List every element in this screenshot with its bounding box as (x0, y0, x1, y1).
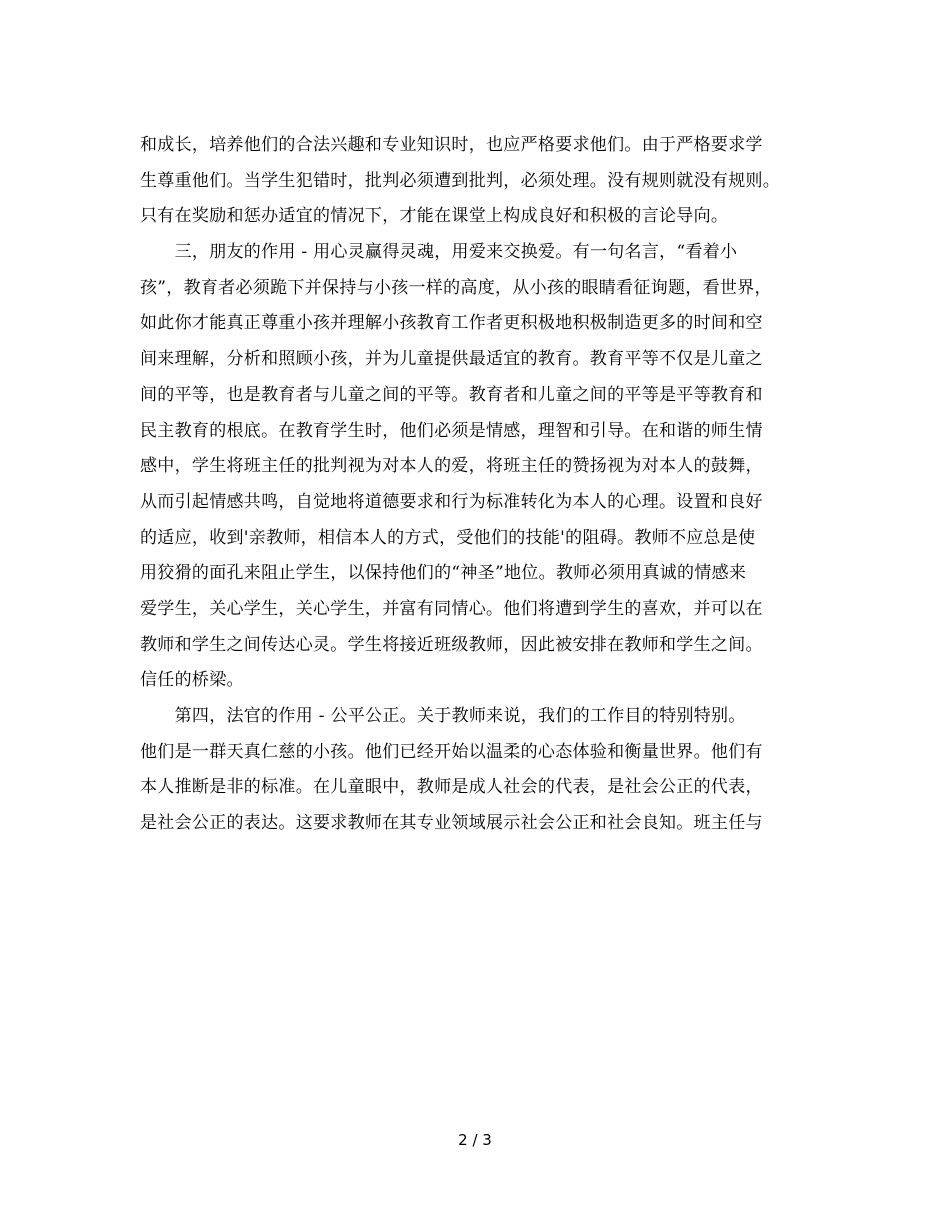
text-line: 用狡猾的面孔来阻止学生，以保持他们的“神圣”地位。教师必须用真诚的情感来 (140, 563, 747, 584)
text-line: 如此你才能真正尊重小孩并理解小孩教育工作者更积极地积极制造更多的时间和空 (140, 313, 763, 334)
text-line: 民主教育的根底。在教育学生时，他们必须是情感，理智和引导。在和谐的师生情 (140, 420, 763, 441)
text-line: 教师和学生之间传达心灵。学生将接近班级教师，因此被安排在教师和学生之间。 (140, 634, 763, 655)
text-line: 间来理解，分析和照顾小孩，并为儿童提供最适宜的教育。教育平等不仅是儿童之 (140, 349, 763, 370)
body-text (140, 128, 820, 842)
text-line: 间的平等，也是教育者与儿童之间的平等。教育者和儿童之间的平等是平等教育和 (140, 384, 763, 405)
text-line: 生尊重他们。当学生犯错时，批判必须遭到批判，必须处理。没有规则就没有规则。 (140, 170, 781, 191)
text-line: 只有在奖励和惩办适宜的情况下，才能在课堂上构成良好和积极的言论导向。 (140, 206, 729, 227)
page-number: 2 / 3 (458, 1131, 492, 1149)
text-line: 信任的桥梁。 (140, 670, 244, 691)
text-line: 孩”，教育者必须跪下并保持与小孩一样的高度，从小孩的眼睛看征询题，看世界， (140, 277, 772, 298)
text-line: 他们是一群天真仁慈的小孩。他们已经开始以温柔的心态体验和衡量世界。他们有 (140, 741, 763, 762)
text-line: 从而引起情感共鸣，自觉地将道德要求和行为标准转化为本人的心理。设置和良好 (140, 491, 763, 512)
text-line: 爱学生，关心学生，关心学生，并富有同情心。他们将遭到学生的喜欢，并可以在 (140, 598, 763, 619)
text-line: 本人推断是非的标准。在儿童眼中，教师是成人社会的代表，是社会公正的代表， (140, 777, 763, 798)
text-line: 三，朋友的作用 - 用心灵赢得灵魂，用爱来交换爱。有一句名言，“看着小 (140, 242, 738, 263)
text-line: 感中，学生将班主任的批判视为对本人的爱，将班主任的赞扬视为对本人的鼓舞， (140, 456, 763, 477)
text-line: 和成长，培养他们的合法兴趣和专业知识时，也应严格要求他们。由于严格要求学 (140, 135, 763, 155)
text-line: 第四，法官的作用 - 公平公正。关于教师来说，我们的工作目的特别特别。 (140, 706, 746, 726)
text-line: 的适应，收到'亲教师，相信本人的方式，受他们的技能'的阻碍。教师不应总是使 (140, 527, 756, 548)
text-line: 是社会公正的表达。这要求教师在其专业领域展示社会公正和社会良知。班主任与 (140, 813, 763, 834)
